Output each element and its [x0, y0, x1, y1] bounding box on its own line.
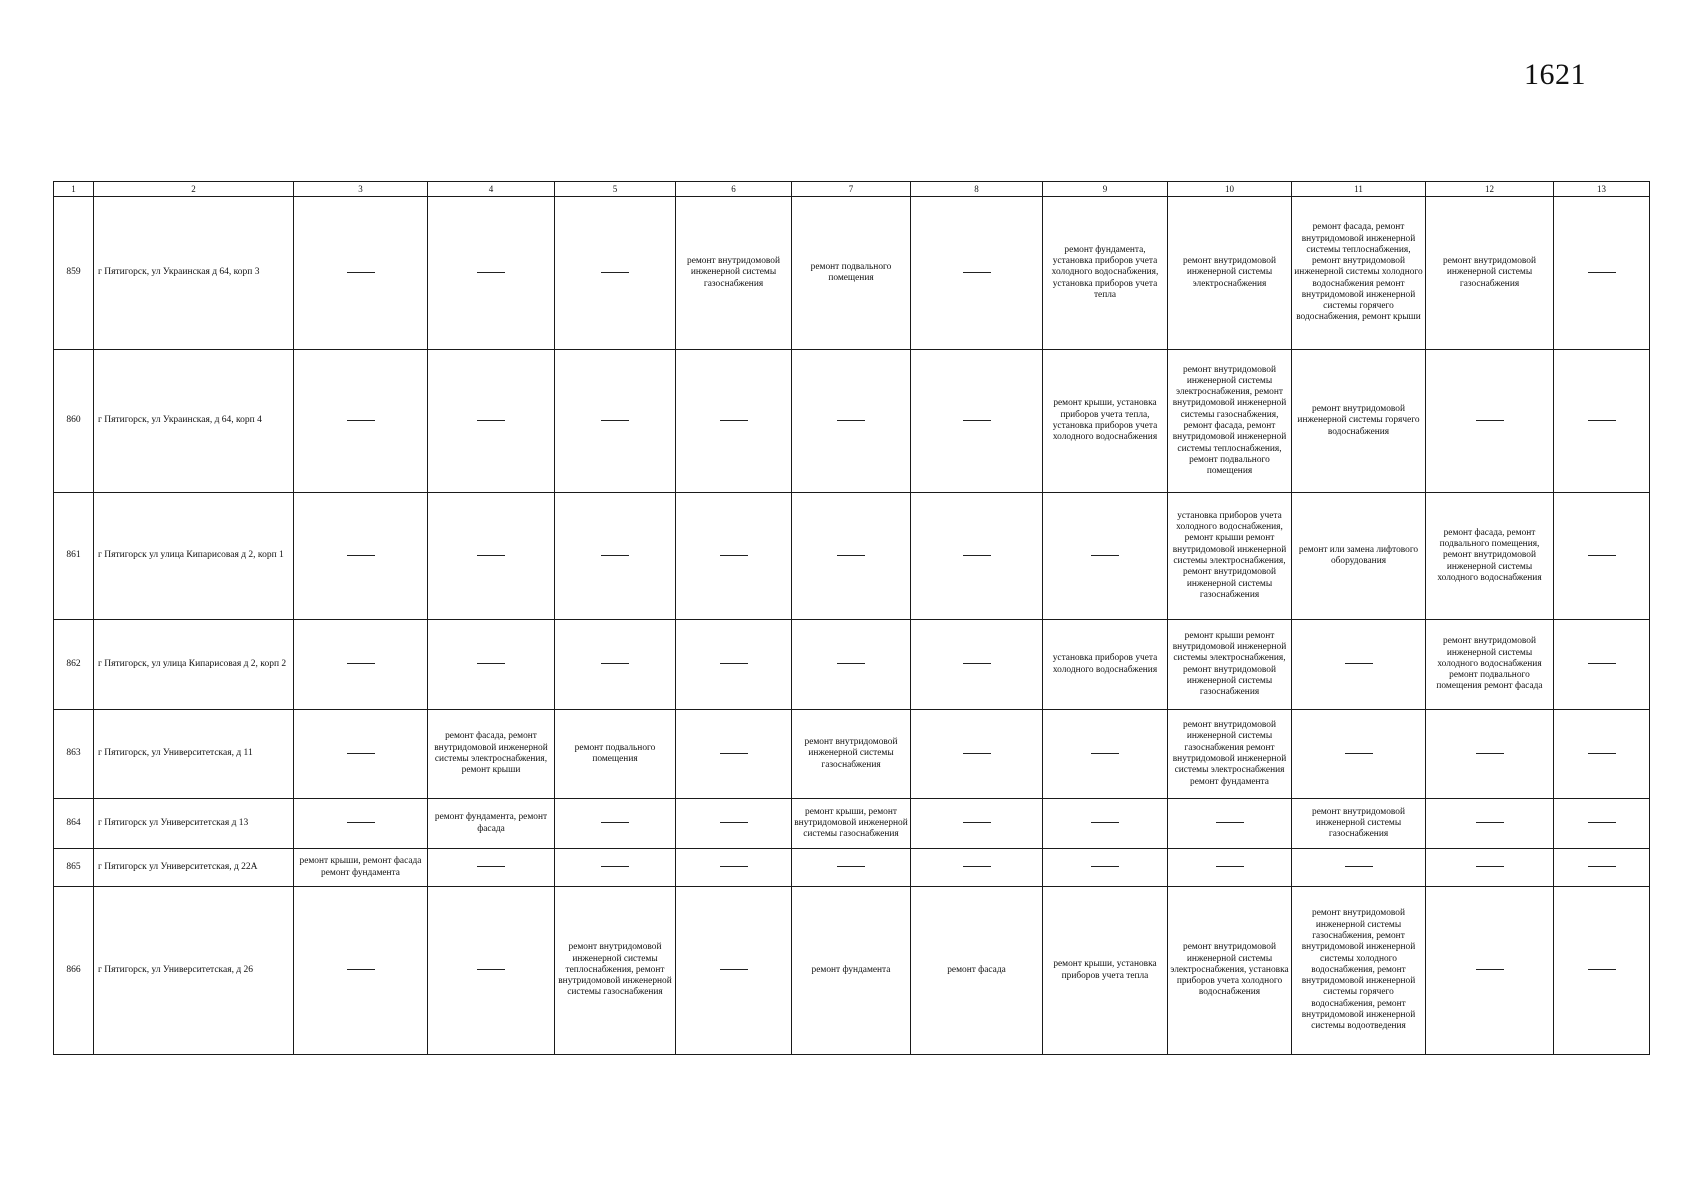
dash-mark [1476, 866, 1504, 867]
dash-mark [1588, 969, 1616, 970]
dash-mark [477, 420, 505, 421]
work-cell [792, 799, 911, 849]
dash-mark [963, 866, 991, 867]
dash-mark [1588, 866, 1616, 867]
empty-cell [294, 620, 428, 710]
work-description: ремонт крыши, установка приборов учета тепла [1053, 959, 1157, 981]
empty-cell [428, 887, 555, 1055]
dash-mark [1091, 555, 1119, 556]
empty-cell [792, 350, 911, 493]
dash-mark [720, 663, 748, 664]
empty-cell [1554, 710, 1650, 799]
dash-mark [347, 272, 375, 273]
dash-mark [1476, 822, 1504, 823]
column-header: 9 [1043, 182, 1168, 197]
empty-cell [428, 350, 555, 493]
empty-cell [1554, 620, 1650, 710]
work-cell [1043, 887, 1168, 1055]
table-row [54, 620, 1650, 710]
table-row [54, 493, 1650, 620]
dash-mark [1216, 822, 1244, 823]
work-cell [1292, 799, 1426, 849]
empty-cell [555, 350, 676, 493]
dash-mark [477, 969, 505, 970]
empty-cell [1168, 849, 1292, 887]
row-number: 864 [54, 799, 94, 849]
empty-cell [911, 620, 1043, 710]
column-header: 3 [294, 182, 428, 197]
empty-cell [676, 493, 792, 620]
work-description: ремонт фасада [947, 964, 1006, 975]
dash-mark [963, 420, 991, 421]
table-row [54, 710, 1650, 799]
dash-mark [963, 822, 991, 823]
work-description: установка приборов учета холодного водоснабжения, ремонт крыши ремонт внутридомовой инженерной системы электроснабжения, ремонт внутридомовой инженерной системы газоснабжения [1172, 510, 1287, 600]
dash-mark [347, 420, 375, 421]
work-description: ремонт внутридомовой инженерной системы газоснабжения, ремонт внутридомовой инженерной системы холодного водоснабжения, ремонт внутридомовой инженерной системы горячего водоснабжения, ремонт внутридомовой инженерной системы водоотведения [1301, 908, 1416, 1032]
work-description: ремонт крыши, установка приборов учета тепла, установка приборов учета холодного водоснабжения [1052, 398, 1158, 443]
dash-mark [347, 969, 375, 970]
work-cell [1168, 887, 1292, 1055]
empty-cell [911, 799, 1043, 849]
dash-mark [1476, 420, 1504, 421]
work-description: ремонт фундамента [811, 964, 891, 975]
column-header: 8 [911, 182, 1043, 197]
work-description: ремонт внутридомовой инженерной системы электроснабжения, ремонт внутридомовой инженерной системы газоснабжения, ремонт фасада, ремонт внутридомовой инженерной системы теплоснабжения, ремонт подвального помещения [1172, 364, 1287, 477]
dash-mark [1588, 420, 1616, 421]
work-cell [792, 197, 911, 350]
address-cell: г Пятигорск ул Университетская д 13 [94, 799, 294, 849]
work-description: ремонт крыши ремонт внутридомовой инженерной системы электроснабжения, ремонт внутридомовой инженерной системы газоснабжения [1172, 630, 1287, 698]
row-number: 866 [54, 887, 94, 1055]
empty-cell [792, 493, 911, 620]
column-header: 12 [1426, 182, 1554, 197]
work-cell [1168, 493, 1292, 620]
empty-cell [555, 620, 676, 710]
empty-cell [1043, 849, 1168, 887]
empty-cell [792, 849, 911, 887]
work-cell [1292, 350, 1426, 493]
dash-mark [347, 753, 375, 754]
column-header: 11 [1292, 182, 1426, 197]
table-row [54, 799, 1650, 849]
work-description: ремонт внутридомовой инженерной системы газоснабжения [804, 737, 898, 770]
dash-mark [837, 420, 865, 421]
empty-cell [294, 350, 428, 493]
dash-mark [1345, 663, 1373, 664]
work-description: ремонт крыши, ремонт внутридомовой инженерной системы газоснабжения [794, 806, 908, 840]
dash-mark [601, 663, 629, 664]
dash-mark [601, 555, 629, 556]
empty-cell [1292, 710, 1426, 799]
empty-cell [911, 710, 1043, 799]
dash-mark [1091, 866, 1119, 867]
address-cell: г Пятигорск, ул Университетская, д 11 [94, 710, 294, 799]
work-cell [1292, 493, 1426, 620]
work-description: ремонт внутридомовой инженерной системы газоснабжения [687, 256, 780, 289]
empty-cell [294, 799, 428, 849]
work-description: ремонт крыши, ремонт фасада ремонт фундамента [299, 856, 422, 878]
empty-cell [911, 197, 1043, 350]
page-number: 1621 [1524, 58, 1586, 91]
empty-cell [911, 350, 1043, 493]
row-number: 860 [54, 350, 94, 493]
work-cell [1168, 620, 1292, 710]
row-number: 862 [54, 620, 94, 710]
address-cell: г Пятигорск, ул Университетская, д 26 [94, 887, 294, 1055]
address-cell: г Пятигорск, ул Украинская д 64, корп 3 [94, 197, 294, 350]
work-description: ремонт внутридомовой инженерной системы газоснабжения [1443, 256, 1536, 289]
dash-mark [1476, 753, 1504, 754]
empty-cell [676, 350, 792, 493]
dash-mark [477, 272, 505, 273]
empty-cell [676, 799, 792, 849]
column-header: 10 [1168, 182, 1292, 197]
dash-mark [601, 822, 629, 823]
column-header: 6 [676, 182, 792, 197]
empty-cell [1043, 799, 1168, 849]
address-cell: г Пятигорск, ул улица Кипарисовая д 2, корп 2 [94, 620, 294, 710]
dash-mark [477, 663, 505, 664]
empty-cell [1426, 887, 1554, 1055]
empty-cell [1292, 620, 1426, 710]
empty-cell [1554, 350, 1650, 493]
empty-cell [792, 620, 911, 710]
dash-mark [837, 663, 865, 664]
dash-mark [963, 663, 991, 664]
work-cell [1168, 710, 1292, 799]
empty-cell [555, 493, 676, 620]
empty-cell [428, 197, 555, 350]
work-cell [1043, 350, 1168, 493]
work-description: ремонт внутридомовой инженерной системы электроснабжения [1183, 256, 1276, 289]
dash-mark [720, 555, 748, 556]
dash-mark [347, 555, 375, 556]
empty-cell [1426, 710, 1554, 799]
empty-cell [555, 849, 676, 887]
empty-cell [1426, 799, 1554, 849]
row-number: 865 [54, 849, 94, 887]
dash-mark [1588, 272, 1616, 273]
empty-cell [911, 849, 1043, 887]
work-cell [1292, 197, 1426, 350]
table-row [54, 849, 1650, 887]
column-number-row [54, 182, 1650, 197]
work-description: ремонт подвального помещения [574, 742, 656, 764]
work-description: ремонт подвального помещения [810, 261, 892, 283]
dash-mark [477, 555, 505, 556]
empty-cell [294, 197, 428, 350]
empty-cell [1554, 887, 1650, 1055]
empty-cell [428, 849, 555, 887]
work-description: ремонт фундамента, ремонт фасада [434, 812, 548, 834]
work-cell [792, 710, 911, 799]
dash-mark [601, 420, 629, 421]
empty-cell [428, 620, 555, 710]
work-cell [1168, 350, 1292, 493]
column-header: 5 [555, 182, 676, 197]
dash-mark [1091, 822, 1119, 823]
address-cell: г Пятигорск, ул Украинская, д 64, корп 4 [94, 350, 294, 493]
work-cell [792, 887, 911, 1055]
dash-mark [963, 555, 991, 556]
work-cell [676, 197, 792, 350]
dash-mark [720, 866, 748, 867]
work-cell [1426, 620, 1554, 710]
dash-mark [963, 753, 991, 754]
empty-cell [294, 887, 428, 1055]
column-header: 1 [54, 182, 94, 197]
column-header: 4 [428, 182, 555, 197]
table-row [54, 887, 1650, 1055]
dash-mark [1345, 866, 1373, 867]
work-description: ремонт внутридомовой инженерной системы газоснабжения ремонт внутридомовой инженерной системы электроснабжения ремонт фундамента [1172, 720, 1287, 787]
empty-cell [1043, 493, 1168, 620]
dash-mark [1091, 753, 1119, 754]
empty-cell [676, 887, 792, 1055]
work-description: ремонт фасада, ремонт подвального помещения, ремонт внутридомовой инженерной системы холодного водоснабжения [1437, 527, 1542, 583]
work-cell [911, 887, 1043, 1055]
empty-cell [676, 620, 792, 710]
work-description: ремонт фасада, ремонт внутридомовой инженерной системы теплоснабжения, ремонт внутридомовой инженерной системы холодного водоснабжения ремонт внутридомовой инженерной системы горячего водоснабжения, ремонт крыши [1294, 222, 1423, 323]
empty-cell [1554, 799, 1650, 849]
dash-mark [1588, 822, 1616, 823]
dash-mark [720, 753, 748, 754]
work-cell [294, 849, 428, 887]
dash-mark [963, 272, 991, 273]
dash-mark [347, 822, 375, 823]
empty-cell [1043, 710, 1168, 799]
empty-cell [428, 493, 555, 620]
address-cell: г Пятигорск ул Университетская, д 22А [94, 849, 294, 887]
empty-cell [1168, 799, 1292, 849]
work-cell [1168, 197, 1292, 350]
work-cell [555, 887, 676, 1055]
empty-cell [1292, 849, 1426, 887]
empty-cell [1554, 849, 1650, 887]
work-cell [1043, 620, 1168, 710]
row-number: 861 [54, 493, 94, 620]
work-description: ремонт внутридомовой инженерной системы горячего водоснабжения [1297, 404, 1420, 437]
dash-mark [837, 555, 865, 556]
dash-mark [837, 866, 865, 867]
dash-mark [601, 272, 629, 273]
dash-mark [601, 866, 629, 867]
row-number: 863 [54, 710, 94, 799]
work-cell [428, 799, 555, 849]
repair-schedule-table [53, 181, 1650, 1055]
work-cell [1292, 887, 1426, 1055]
empty-cell [1554, 197, 1650, 350]
empty-cell [911, 493, 1043, 620]
table-row [54, 350, 1650, 493]
empty-cell [555, 799, 676, 849]
work-description: ремонт внутридомовой инженерной системы теплоснабжения, ремонт внутридомовой инженерной системы газоснабжения [558, 942, 672, 998]
empty-cell [1426, 849, 1554, 887]
work-description: ремонт внутридомовой инженерной системы электроснабжения, установка приборов учета холодного водоснабжения [1170, 942, 1289, 998]
column-header: 13 [1554, 182, 1650, 197]
dash-mark [720, 420, 748, 421]
dash-mark [477, 866, 505, 867]
row-number: 859 [54, 197, 94, 350]
work-description: установка приборов учета холодного водоснабжения [1052, 653, 1158, 675]
dash-mark [720, 969, 748, 970]
empty-cell [676, 849, 792, 887]
dash-mark [1588, 663, 1616, 664]
table-row [54, 197, 1650, 350]
work-description: ремонт фундамента, установка приборов учета холодного водоснабжения, установка приборов учета тепла [1051, 244, 1159, 300]
dash-mark [1476, 969, 1504, 970]
empty-cell [1426, 350, 1554, 493]
work-description: ремонт внутридомовой инженерной системы холодного водоснабжения ремонт подвального помещения ремонт фасада [1436, 636, 1543, 692]
work-cell [1426, 197, 1554, 350]
dash-mark [1588, 753, 1616, 754]
dash-mark [1345, 753, 1373, 754]
empty-cell [676, 710, 792, 799]
work-description: ремонт фасада, ремонт внутридомовой инженерной системы электроснабжения, ремонт крыши [434, 731, 548, 776]
empty-cell [294, 493, 428, 620]
column-header: 7 [792, 182, 911, 197]
empty-cell [294, 710, 428, 799]
column-header: 2 [94, 182, 294, 197]
work-cell [1043, 197, 1168, 350]
dash-mark [1588, 555, 1616, 556]
dash-mark [720, 822, 748, 823]
work-cell [1426, 493, 1554, 620]
dash-mark [347, 663, 375, 664]
dash-mark [1216, 866, 1244, 867]
work-cell [428, 710, 555, 799]
work-description: ремонт или замена лифтового оборудования [1298, 544, 1419, 566]
work-description: ремонт внутридомовой инженерной системы газоснабжения [1312, 806, 1405, 840]
address-cell: г Пятигорск ул улица Кипарисовая д 2, корп 1 [94, 493, 294, 620]
empty-cell [555, 197, 676, 350]
empty-cell [1554, 493, 1650, 620]
work-cell [555, 710, 676, 799]
